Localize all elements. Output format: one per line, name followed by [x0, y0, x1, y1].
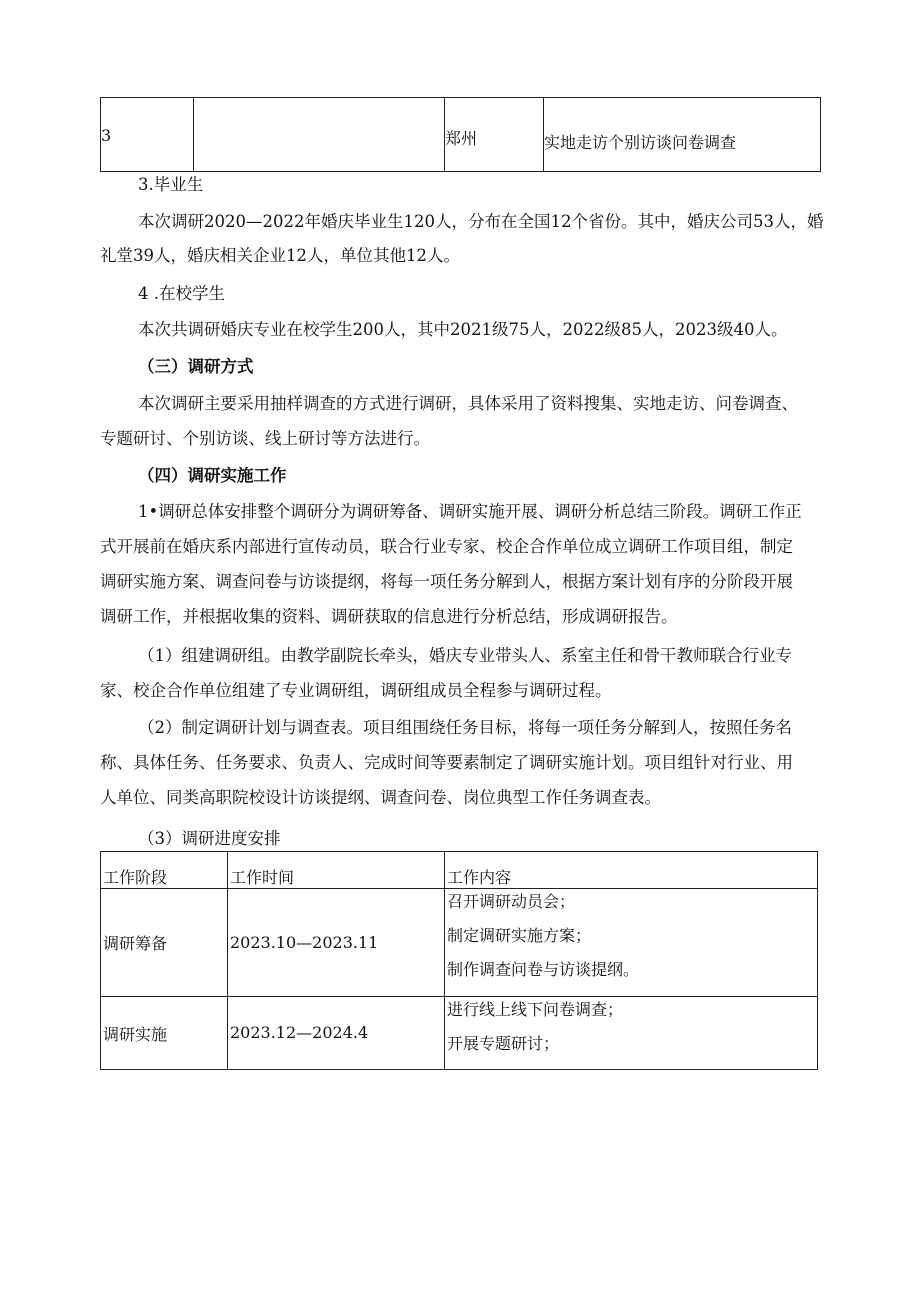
survey-location-table: [100, 97, 821, 172]
paragraph-group-line: 家、校企合作单位组建了专业调研组，调研组成员全程参与调研过程。: [100, 681, 612, 700]
paragraph-plan-line: （2）制定调研计划与调查表。项目组围绕任务目标，将每一项任务分解到人，按照任务名: [138, 718, 792, 737]
paragraph-work-line: 调研工作，并根据收集的资料、调研获取的信息进行分析总结，形成调研报告。: [100, 607, 678, 626]
table-row: [101, 889, 818, 997]
table-cell-city: 郑州: [445, 98, 544, 172]
heading-work: （四）调研实施工作: [138, 466, 287, 485]
table-row: [101, 997, 818, 1070]
paragraph-schedule: （3）调研进度安排: [138, 829, 281, 848]
paragraph-graduates-line: 礼堂39人，婚庆相关企业12人，单位其他12人。: [100, 246, 460, 265]
table-row: [101, 98, 821, 172]
content-line: 召开调研动员会；: [447, 892, 576, 911]
paragraph-students: 本次共调研婚庆专业在校学生200人，其中2021级75人，2022级85人，2023级40人。: [138, 320, 788, 339]
table-cell-empty: [194, 98, 445, 172]
table-header-stage: 工作阶段: [101, 852, 228, 889]
table-cell-stage: 调研实施: [101, 997, 228, 1070]
table-cell-content: [445, 997, 818, 1070]
paragraph-graduates-line: 本次调研2020—2022年婚庆毕业生120人，分布在全国12个省份。其中，婚庆公司53人，婚: [138, 212, 824, 231]
content-line: 制定调研实施方案；: [447, 926, 592, 945]
paragraph-method-line: 专题研讨、个别访谈、线上研讨等方法进行。: [100, 429, 430, 448]
schedule-table: [100, 851, 818, 1070]
table-cell-index: 3: [101, 98, 194, 172]
content-line: 制作调查问卷与访谈提纲。: [447, 960, 640, 979]
paragraph-plan-line: 人单位、同类高职院校设计访谈提纲、调查问卷、岗位典型工作任务调查表。: [100, 788, 661, 807]
heading-method: （三）调研方式: [138, 357, 254, 376]
content-line: 进行线上线下问卷调查；: [447, 1000, 624, 1019]
table-cell-time: 2023.12—2024.4: [228, 997, 445, 1070]
table-cell-content: [445, 889, 818, 997]
paragraph-method-line: 本次调研主要采用抽样调查的方式进行调研，具体采用了资料搜集、实地走访、问卷调查、: [138, 394, 798, 413]
paragraph-work-line: 1•调研总体安排整个调研分为调研筹备、调研实施开展、调研分析总结三阶段。调研工作正: [138, 502, 802, 521]
table-header-row: [101, 852, 818, 889]
table-cell-methods: 实地走访个别访谈问卷调查: [544, 98, 821, 172]
heading-graduates: 3.毕业生: [138, 175, 204, 194]
paragraph-work-line: 式开展前在婚庆系内部进行宣传动员，联合行业专家、校企合作单位成立调研工作项目组，制定: [100, 537, 793, 556]
table-cell-time: 2023.10—2023.11: [228, 889, 445, 997]
content-line: 开展专题研讨；: [447, 1034, 560, 1053]
table-header-content: 工作内容: [445, 852, 818, 889]
paragraph-work-line: 调研实施方案、调查问卷与访谈提纲，将每一项任务分解到人，根据方案计划有序的分阶段开展: [100, 572, 793, 591]
table-header-time: 工作时间: [228, 852, 445, 889]
table-cell-stage: 调研筹备: [101, 889, 228, 997]
heading-students: 4 .在校学生: [138, 284, 225, 303]
paragraph-group-line: （1）组建调研组。由教学副院长牵头，婚庆专业带头人、系室主任和骨干教师联合行业专: [138, 646, 792, 665]
paragraph-plan-line: 称、具体任务、任务要求、负责人、完成时间等要素制定了调研实施计划。项目组针对行业、用: [100, 753, 793, 772]
